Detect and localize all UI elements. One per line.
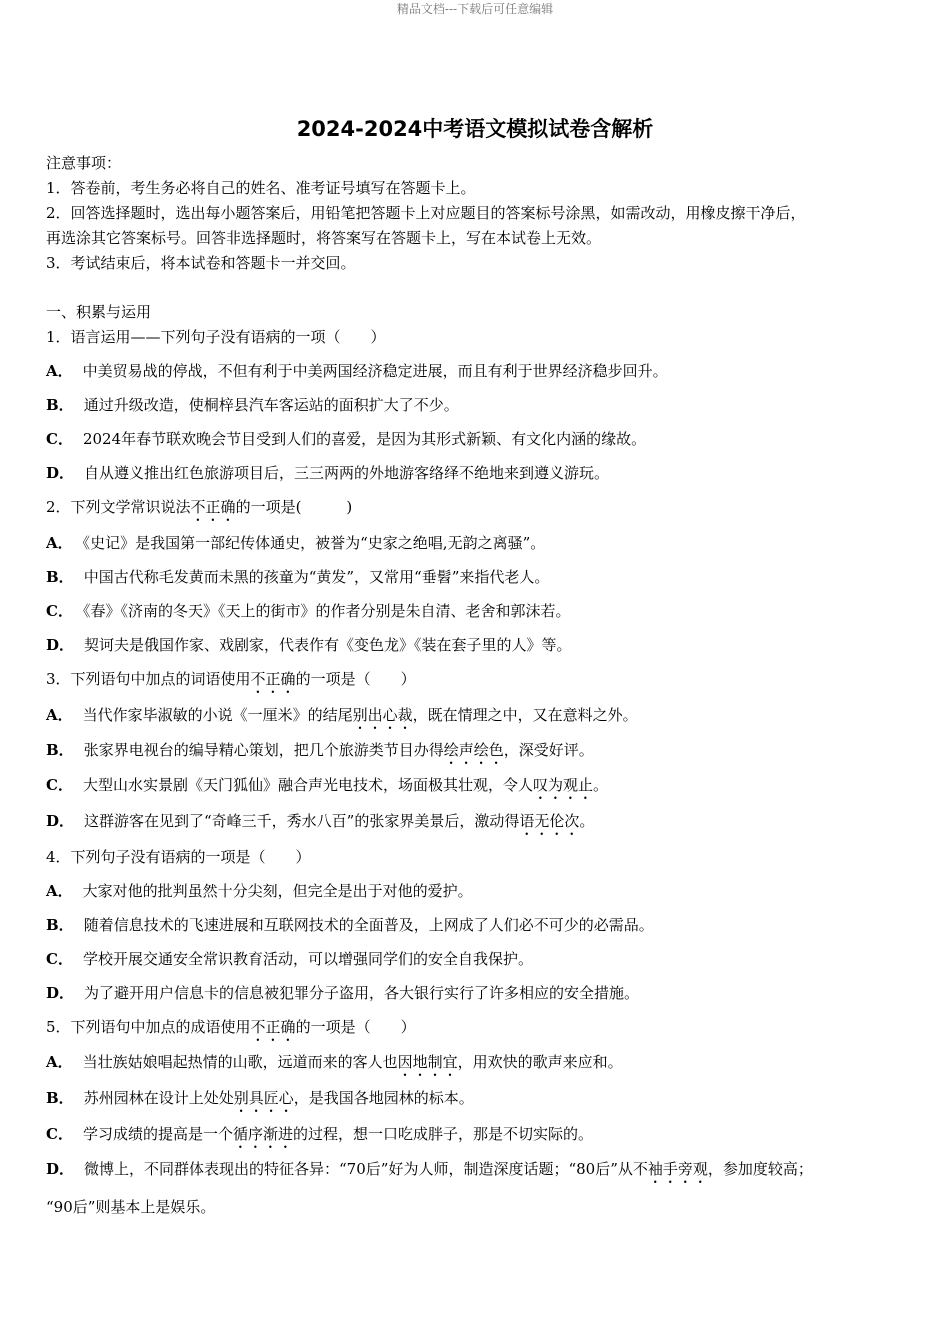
stem-text: 2．下列文学常识说法 [46,498,191,516]
option-text: 中国古代称毛发黄而未黑的孩童为“黄发”，又常用“垂髫”来指代老人。 [83,568,550,586]
option-text: ，是我国各地园林的标本。 [293,1089,474,1107]
q1-option-d [46,462,609,483]
dotted-emphasis: 因地制宜 [397,1053,458,1071]
notice-item-1: 1．答卷前，考生务必将自己的姓名、准考证号填写在答题卡上。 [46,179,476,197]
dotted-emphasis: 别出心裁 [352,706,413,724]
option-text: 的过程，想一口吃成胖子，那是不切实际的。 [292,1125,593,1143]
option-label: D． [46,464,75,482]
q5-option-b [46,1087,474,1116]
notice-item-3: 3．考试结束后，将本试卷和答题卡一并交回。 [46,254,356,272]
option-label: A． [46,882,73,900]
stem-text: 的一项是( ) [235,498,353,516]
option-label: B． [46,1089,74,1107]
dotted-emphasis: 不正确 [250,1018,296,1036]
option-text: 随着信息技术的飞速进展和互联网技术的全面普及，上网成了人们必不可少的必需品。 [83,916,654,934]
dotted-emphasis: 不正确 [250,670,296,688]
q2-option-b [46,566,549,587]
option-label: C． [46,602,73,620]
q1-option-b [46,394,459,415]
option-label: A． [46,362,73,380]
option-text: 当代作家毕淑敏的小说《一厘米》的结尾 [82,706,353,724]
option-text: 2024年春节联欢晚会节目受到人们的喜爱，是因为其形式新颖、有文化内涵的缘故。 [82,430,647,448]
dotted-emphasis: 不正确 [190,498,236,516]
option-text: ，参加度较高； [707,1160,813,1178]
q3-option-c [46,774,608,803]
option-label: B． [46,916,74,934]
q3-option-b [46,739,594,768]
option-label: B． [46,396,74,414]
q5-option-d-cont: “90后”则基本上是娱乐。 [46,1198,216,1216]
option-text: 学校开展交通安全常识教育活动，可以增强同学们的安全自我保护。 [82,950,533,968]
option-label: D． [46,1160,75,1178]
section-title: 一、积累与运用 [46,303,152,321]
q3-option-d [46,810,594,839]
option-text: 这群游客在见到了“奇峰三千，秀水八百”的张家界美景后，激动得 [84,812,520,830]
q1-stem: 1．语言运用——下列句子没有语病的一项（ ） [46,328,386,346]
dotted-emphasis: 绘声绘色 [443,741,504,759]
option-label: A． [46,534,73,552]
option-text: 大型山水实景剧《天门狐仙》融合声光电技术，场面极其壮观，令人 [82,776,533,794]
option-text: 。 [579,812,595,830]
option-label: C． [46,776,73,794]
option-label: B． [46,741,74,759]
option-text: 《春》《济南的冬天》《天上的街市》的作者分别是朱自清、老舍和郭沫若。 [82,602,571,620]
dotted-emphasis: 语无伦次 [519,812,580,830]
option-label: A． [46,706,73,724]
q1-option-a [46,360,668,381]
option-text: 契诃夫是俄国作家、戏剧家，代表作有《变色龙》《装在套子里的人》等。 [84,636,572,654]
option-text: 当壮族姑娘唱起热情的山歌，远道而来的客人也 [82,1053,398,1071]
q1-option-c [46,428,646,449]
page-title: 2024-2024中考语文模拟试卷含解析 [296,117,654,141]
option-text: 微博上，不同群体表现出的特征各异：“70后”好为人师，制造深度话题；“80后”从不 [84,1160,648,1178]
option-text: 苏州园林在设计上处处 [83,1089,234,1107]
dotted-emphasis: 别具匠心 [233,1089,294,1107]
q4-stem: 4．下列句子没有语病的一项是（ ） [46,848,311,866]
q4-option-b [46,914,654,935]
dotted-emphasis: 叹为观止 [532,776,593,794]
q3-stem [46,668,416,697]
q5-stem [46,1016,416,1045]
q5-option-c [46,1123,593,1152]
dotted-emphasis: 循序渐进 [232,1125,293,1143]
option-text: 。 [592,776,608,794]
q2-option-d [46,634,572,655]
option-label: B． [46,568,74,586]
option-text: ，深受好评。 [503,741,594,759]
q5-option-d [46,1158,813,1187]
q4-option-a [46,880,473,901]
option-text: 大家对他的批判虽然十分尖刻，但完全是出于对他的爱护。 [82,882,473,900]
option-text: 为了避开用户信息卡的信息被犯罪分子盗用，各大银行实行了许多相应的安全措施。 [84,984,640,1002]
option-text: 《史记》是我国第一部纪传体通史，被誉为“史家之绝唱,无韵之离骚”。 [82,534,546,552]
q5-option-a [46,1051,623,1080]
option-label: D． [46,636,75,654]
option-label: C． [46,1125,73,1143]
q4-option-d [46,982,639,1003]
header-note: 精品文档---下载后可任意编辑 [396,2,554,16]
option-text: ，用欢快的歌声来应和。 [457,1053,623,1071]
option-label: C． [46,430,73,448]
option-label: C． [46,950,73,968]
option-text: 中美贸易战的停战，不但有利于中美两国经济稳定进展，而且有利于世界经济稳步回升。 [82,362,668,380]
option-text: 张家界电视台的编导精心策划，把几个旅游类节目办得 [83,741,444,759]
option-text: 学习成绩的提高是一个 [82,1125,233,1143]
q2-option-c [46,600,570,621]
option-label: D． [46,812,75,830]
q3-option-a [46,704,638,733]
option-text: ，既在情理之中，又在意料之外。 [412,706,638,724]
stem-text: 5．下列语句中加点的成语使用 [46,1018,251,1036]
option-text: 自从遵义推出红色旅游项目后，三三两两的外地游客络绎不绝地来到遵义游玩。 [84,464,610,482]
notice-heading: 注意事项： [46,154,122,172]
q4-option-c [46,948,533,969]
notice-item-2-cont: 再选涂其它答案标号。回答非选择题时，将答案写在答题卡上，写在本试卷上无效。 [46,229,602,247]
q2-option-a [46,532,545,553]
option-label: D． [46,984,75,1002]
stem-text: 的一项是（ ） [295,1018,416,1036]
notice-item-2: 2．回答选择题时，选出每小题答案后，用铅笔把答题卡上对应题目的答案标号涂黑，如需改动，用橡皮擦干净后， [46,204,806,222]
q2-stem [46,496,352,525]
option-label: A． [46,1053,73,1071]
stem-text: 3．下列语句中加点的词语使用 [46,670,251,688]
dotted-emphasis: 袖手旁观 [647,1160,708,1178]
option-text: 通过升级改造，使桐梓县汽车客运站的面积扩大了不少。 [83,396,459,414]
stem-text: 的一项是（ ） [295,670,416,688]
